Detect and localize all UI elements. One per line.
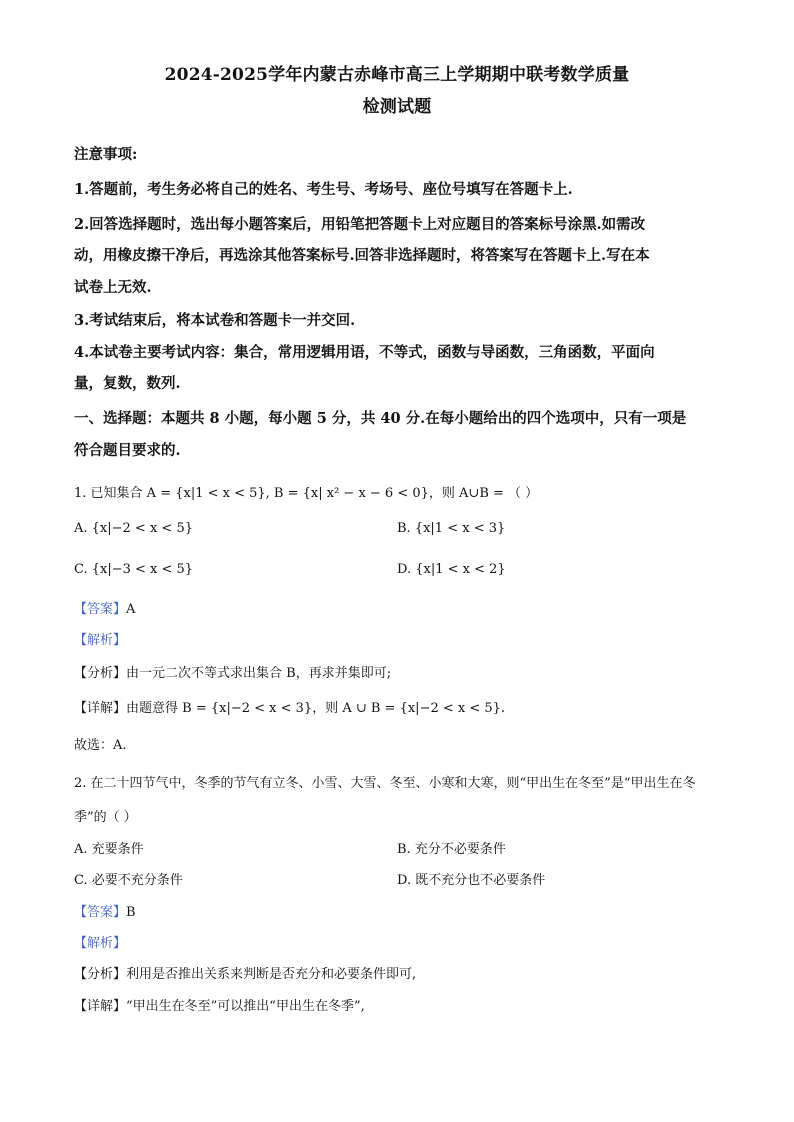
q1-option-b: B. {x|1 < x < 3} — [397, 521, 506, 536]
detail-tag: 【详解】 — [74, 701, 127, 716]
doc-title-line1: 2024-2025学年内蒙古赤峰市高三上学期期中联考数学质量 — [164, 65, 630, 85]
notice-item-4: 4.本试卷主要考试内容：集合，常用逻辑用语，不等式，函数与导函数，三角函数，平面向 — [74, 344, 655, 361]
q1-fenxi: 由一元二次不等式求出集合 B，再求并集即可; — [126, 666, 392, 681]
q1-option-a: A. {x|−2 < x < 5} — [74, 521, 193, 536]
notice-heading: 注意事项: — [74, 146, 138, 163]
notice-item-2-cont2: 试卷上无效. — [74, 279, 152, 296]
q1-conclusion: 故选：A. — [74, 738, 127, 753]
detail-tag: 【详解】 — [74, 999, 127, 1014]
q1-answer-line — [74, 598, 135, 617]
q2-option-b: B. 充分不必要条件 — [397, 842, 506, 857]
q2-answer-line — [74, 901, 136, 920]
q1-option-c: C. {x|−3 < x < 5} — [74, 562, 194, 577]
q2-fenxi-line — [74, 963, 416, 982]
answer-tag: 【答案】 — [74, 602, 127, 617]
q2-answer: B — [126, 905, 136, 920]
q2-analysis-tag: 【解析】 — [74, 936, 127, 951]
q2-option-a: A. 充要条件 — [74, 842, 144, 857]
q2-stem: 2. 在二十四节气中，冬季的节气有立冬、小雪、大雪、冬至、小寒和大寒，则“甲出生在冬至”是“甲出生在冬 — [74, 776, 696, 791]
q2-option-c: C. 必要不充分条件 — [74, 873, 183, 888]
notice-item-1: 1.答题前，考生务必将自己的姓名、考生号、考场号、座位号填写在答题卡上. — [74, 181, 573, 198]
q1-detail: 由题意得 B = {x|−2 < x < 3}，则 A ∪ B = {x|−2 < x < 5}. — [126, 701, 506, 716]
q1-stem: 1. 已知集合 A = {x|1 < x < 5}, B = {x| x² − x − 6 < 0}，则 A∪B = （ ） — [74, 486, 539, 501]
q2-fenxi: 利用是否推出关系来判断是否充分和必要条件即可, — [126, 967, 417, 982]
notice-item-4-cont: 量，复数，数列. — [74, 375, 181, 392]
q2-stem-cont: 季”的（ ） — [74, 810, 137, 825]
fenxi-tag: 【分析】 — [74, 967, 127, 982]
q1-fenxi-line — [74, 662, 391, 681]
notice-item-3: 3.考试结束后，将本试卷和答题卡一并交回. — [74, 312, 356, 329]
q1-analysis-tag: 【解析】 — [74, 633, 127, 648]
q2-option-d: D. 既不充分也不必要条件 — [397, 873, 546, 888]
q1-answer: A — [126, 602, 136, 617]
notice-item-2: 2.回答选择题时，选出每小题答案后，用铅笔把答题卡上对应题目的答案标号涂黑.如需改 — [74, 216, 646, 233]
section-heading-cont: 符合题目要求的. — [74, 442, 181, 459]
q2-detail: “甲出生在冬至”可以推出“甲出生在冬季”, — [126, 999, 365, 1014]
q1-option-d: D. {x|1 < x < 2} — [397, 562, 506, 577]
answer-tag: 【答案】 — [74, 905, 127, 920]
section-heading: 一、选择题：本题共 8 小题，每小题 5 分，共 40 分.在每小题给出的四个选项中，只有一项是 — [74, 410, 687, 427]
q2-detail-line — [74, 995, 365, 1014]
fenxi-tag: 【分析】 — [74, 666, 127, 681]
q1-detail-line — [74, 697, 505, 716]
notice-item-2-cont1: 动，用橡皮擦干净后，再选涂其他答案标号.回答非选择题时，将答案写在答题卡上.写在本 — [74, 247, 650, 264]
doc-title-line2: 检测试题 — [362, 97, 432, 117]
